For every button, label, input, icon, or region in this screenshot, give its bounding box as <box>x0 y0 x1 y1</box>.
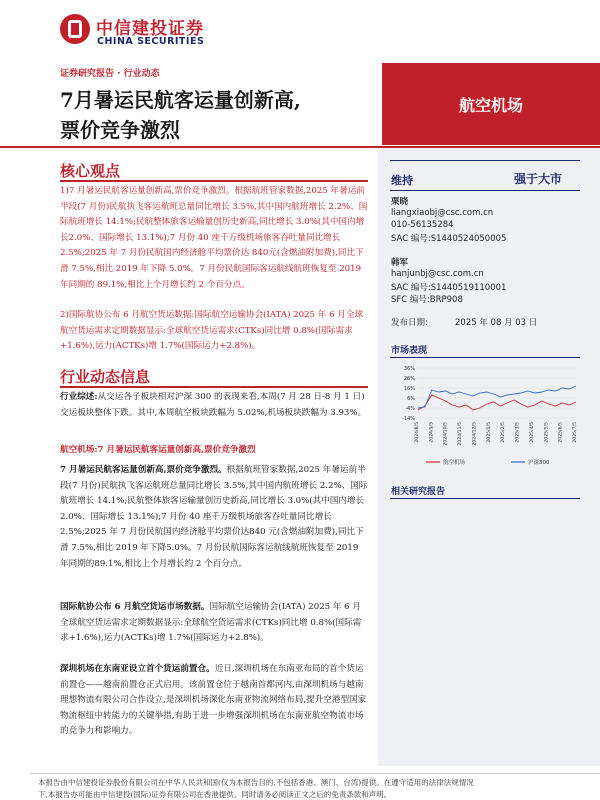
industry-banner: 航空机场 <box>382 63 600 145</box>
sidebar-rule <box>390 498 580 499</box>
section-divider <box>60 386 368 388</box>
disclaimer-line2: 下,本报告亦可能由中信建投(国际)证券有限公司在香港提供。同时请务必阅读正文之后的免责条款和声明。 <box>38 790 392 799</box>
section-divider <box>60 180 368 182</box>
footer-divider <box>30 773 600 774</box>
news-3-lead: 深圳机场在东南亚设立首个货运前置仓。 <box>60 664 215 674</box>
report-title-line1: 7月暑运民航客运量创新高, <box>60 88 301 112</box>
analyst1-phone: 010-56135284 <box>391 220 454 230</box>
news-item-1 <box>60 463 368 572</box>
y-tick-label: 16% <box>403 386 415 392</box>
legend-label: 航空机场 <box>443 460 466 466</box>
y-tick-label: -14% <box>402 416 415 422</box>
logo-name-cn: 中信建投证券 <box>96 19 204 39</box>
overview-text: 从交运各子板块相对沪深 300 的表现来看,本周(7 月 28 日-8 月 1 日)交运板块整体下跌。其中,本周航空板块跌幅为 5.02%,机场板块跌幅为 3.93%。 <box>60 392 367 418</box>
sidebar-rule <box>390 190 580 191</box>
legend-label: 沪深300 <box>528 460 550 466</box>
report-title-line2: 票价竞争激烈 <box>60 118 180 142</box>
analyst2-sac: SAC 编号:S1440519110001 <box>391 283 507 293</box>
core-paragraph-1: 1)7 月暑运民航客运量创新高,票价竞争激烈。根据航班管家数据,2025 年暑运前半段(7 月份)民航执飞客运航班总量同比增长 3.5%,其中国内航班增长 2.2%、国际航班增长 14.1%;民航整体旅客运输量创历史新高,同比增长 3.0%(其中国内增长2.0%、国际增长 13.1%);7 月份 40 座千万级机场旅客吞吐量同比增长 2.5%;2025 年 7 月份民航国内经济舱平均票价达 840元(含燃油附加费),同比下滑 7.5%,相比 2019 年下降 5.0%。7 月份民航国际客运航线航班恢复至 2019 年同期的 89.1%,相比上个月增长约 2 个百分点。 <box>60 186 368 290</box>
x-tick-label: 2024/9/5 <box>429 422 435 443</box>
core-paragraph-2: 2)国际航协公布 6 月航空货运数据:国际航空运输协会(IATA) 2025 年 6 月全球航空货运需求定期数据显示:全球航空货运需求(CTKs)同比增 0.8%(国际需求+1.6%),运力(ACTKs)增 1.7%(国际运力+2.8%)。 <box>60 310 364 352</box>
y-tick-label: -4% <box>405 406 415 412</box>
news-item-3 <box>60 662 368 740</box>
publish-label: 发布日期: <box>391 318 428 328</box>
analyst2-name: 韩军 <box>391 258 409 268</box>
industry-overview <box>60 390 368 421</box>
market-performance-chart <box>388 360 588 472</box>
series-line <box>418 395 576 410</box>
analyst1-email[interactable]: liangxiaobj@csc.com.cn <box>391 208 494 218</box>
x-tick-label: 2025/7/5 <box>573 422 578 443</box>
rating-value: 强于大市 <box>514 172 563 186</box>
market-title: 市场表现 <box>391 346 428 356</box>
rating-label: 维持 <box>391 174 413 187</box>
y-tick-label: 6% <box>407 396 415 402</box>
news-1-text: 根据航班管家数据,2025 年暑运前半段(7 月份)民航执飞客运航班总量同比增长 3.5%,其中国内航班增长 2.2%、国际航班增长 14.1%;民航整体旅客运输量创历史新高,同比增长 3.0%(其中国内增长2.0%、国际增长 13.1%);7 月份 40 座千万级机场旅客吞吐量同比增长 2.5%;2025 年 7 月份民航国内经济舱平均票价达840 元(含燃油附加费),同比下滑 7.5%,相比 2019 年下降5.0%。7 月份民航国际客运航线航班恢复至 2019 年同期的89.1%,相比上个月增长约 2 个百分点。 <box>60 465 368 569</box>
news-item-2 <box>60 600 368 647</box>
x-tick-label: 2025/6/5 <box>558 422 564 443</box>
overview-lead: 行业综述: <box>60 392 98 402</box>
disclaimer-line1: 本报告由中信建投证券股份有限公司在中华人民共和国(仅为本报告目的,不包括香港、澳门、台湾)提供。在遵守适用的法律法规情况 <box>38 778 474 787</box>
y-tick-label: 26% <box>403 376 415 382</box>
sidebar-rule <box>390 357 580 358</box>
logo-mark-icon <box>60 14 90 44</box>
news-3-text: 近日,深圳机场在东南亚布局的首个货运前置仓——越南前置仓正式启用。该前置仓位于越南首都河内,由深圳机场与越南理想物流有限公司合作设立,是深圳机场深化东南亚物流网络布局,提升空港型国家物流枢纽中转能力的关键举措,有助于进一步增强深圳机场在东南亚航空物流市场的竞争力和影响力。 <box>60 664 367 737</box>
x-tick-label: 2024/8/5 <box>415 422 420 443</box>
news-1-lead: 7 月暑运民航客运量创新高,票价竞争激烈。 <box>60 465 227 475</box>
analyst2-sfc: SFC 编号:BRP908 <box>391 295 463 305</box>
x-tick-label: 2024/10/5 <box>443 422 449 446</box>
x-tick-label: 2024/12/5 <box>472 422 478 446</box>
x-tick-label: 2024/11/5 <box>458 422 464 446</box>
analyst1-sac: SAC 编号:S1440524050005 <box>391 234 507 244</box>
sidebar-rule <box>390 160 580 161</box>
industry-section-title: 行业动态信息 <box>60 368 151 386</box>
publish-date: 2025 年 08 月 03 日 <box>455 318 538 328</box>
x-tick-label: 2025/1/5 <box>486 422 492 443</box>
news-2-text: 国际航空运输协会(IATA) 2025 年 6 月全球航空货运需求定期数据显示:全球航空货运需求(CTKs)同比增 0.8%(国际需求+1.6%),运力(ACTKs)增 1.7%(国际运力+2.8%)。 <box>60 602 362 644</box>
core-section-title: 核心观点 <box>60 162 121 180</box>
x-tick-label: 2025/2/5 <box>501 422 507 443</box>
analyst2-email[interactable]: hanjunbj@csc.com.cn <box>391 269 484 279</box>
y-tick-label: 36% <box>403 366 415 372</box>
company-logo <box>60 12 230 52</box>
logo-name-en: CHINA SECURITIES <box>97 36 205 47</box>
x-tick-label: 2025/5/5 <box>544 422 550 443</box>
x-tick-label: 2025/3/5 <box>515 422 521 443</box>
analyst1-name: 栗晓 <box>391 197 409 207</box>
x-tick-label: 2025/4/5 <box>529 422 535 443</box>
subsection-heading: 航空机场:7 月暑运民航客运量创新高,票价竞争激烈 <box>60 445 256 455</box>
report-category: 证券研究报告 · 行业动态 <box>60 69 160 79</box>
news-2-lead: 国际航协公布 6 月航空货运市场数据。 <box>60 602 210 612</box>
related-reports-title: 相关研究报告 <box>391 487 446 497</box>
